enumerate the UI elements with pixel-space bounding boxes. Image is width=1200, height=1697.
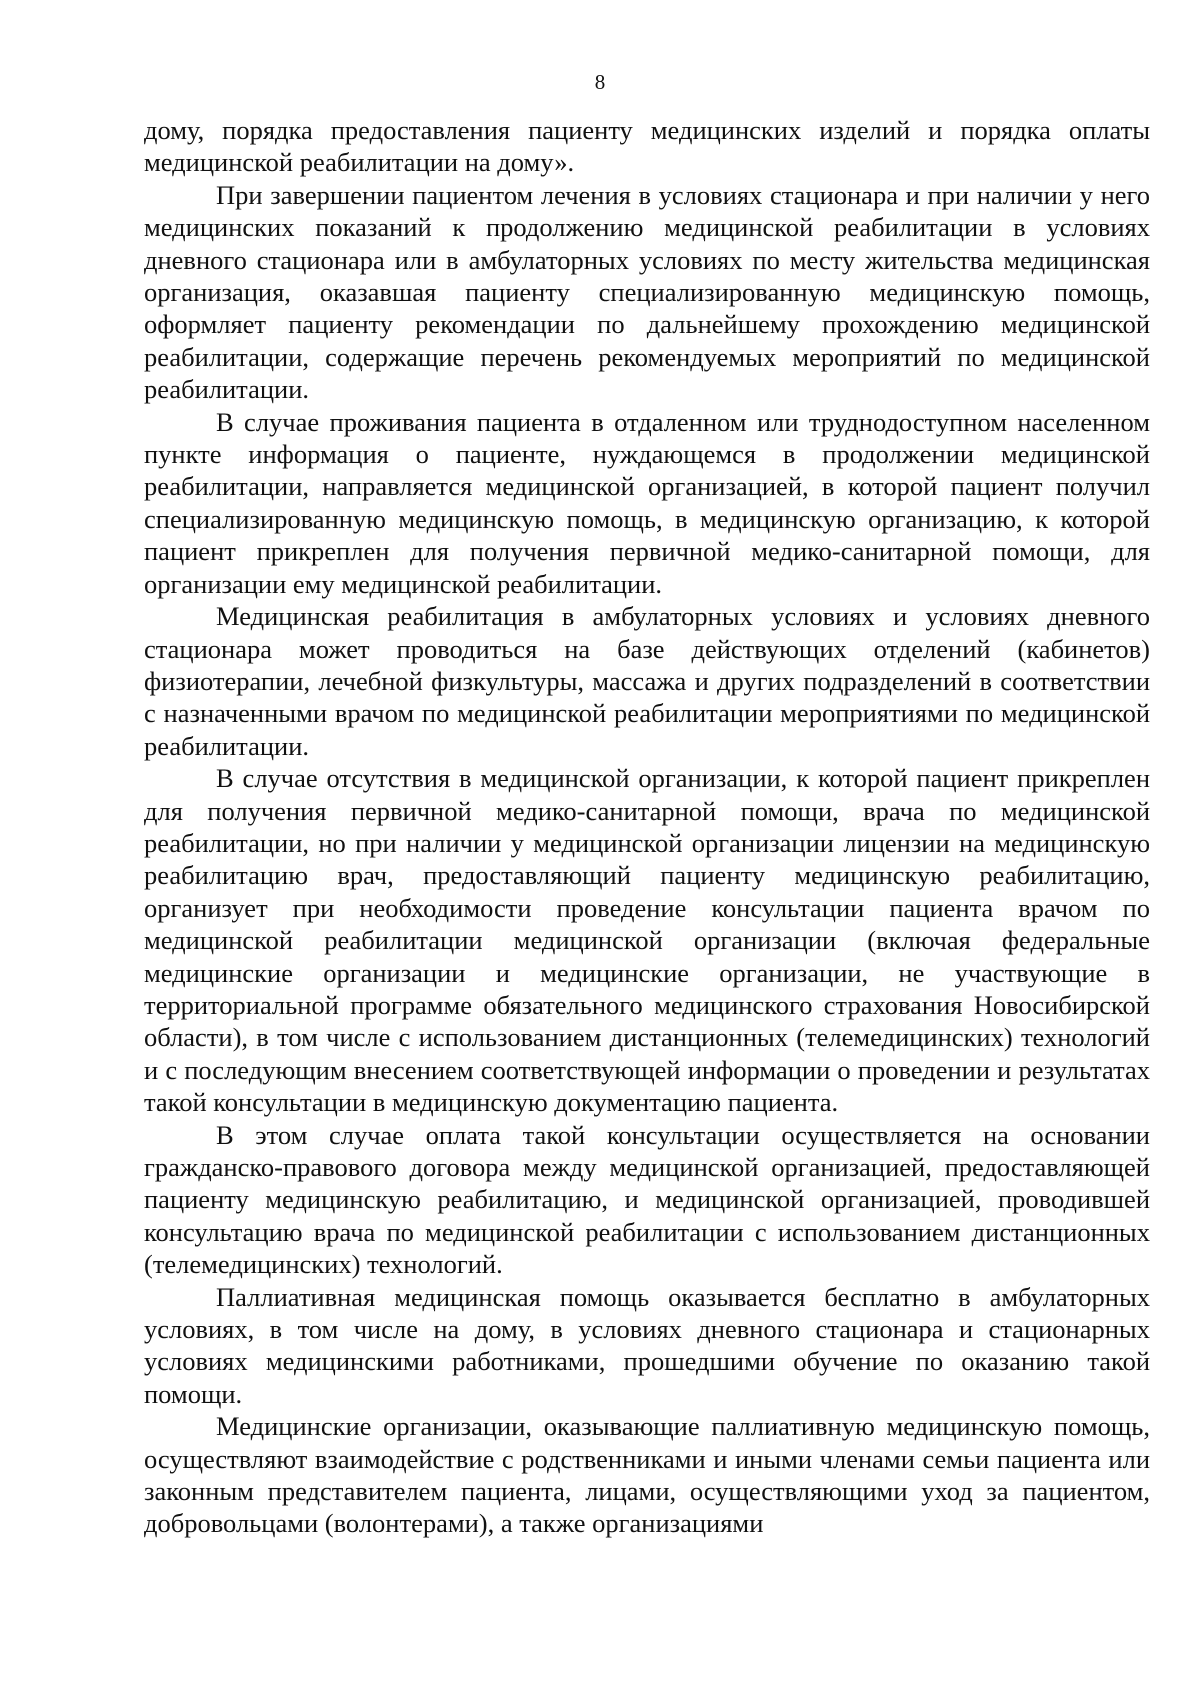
document-body [144, 114, 1150, 1540]
paragraph-outpatient-rehabilitation: Медицинская реабилитация в амбулаторных условиях и условиях дневного стационара может проводиться на базе действующих отделений (кабинетов) физиотерапии, лечебной физкультуры, массажа и других подразделений в соответствии с назначенными врачом по медицинской реабилитации мероприятиями по медицинской реабилитации. [144, 601, 1150, 761]
paragraph-palliative-organizations: Медицинские организации, оказывающие паллиативную медицинскую помощь, осуществляют взаимодействие с родственниками и иными членами семьи пациента или законным представителем пациента, лицами, осуществляющими уход за пациентом, добровольцами (волонтерами), а также организациями [144, 1411, 1150, 1539]
paragraph-remote-settlement: В случае проживания пациента в отдаленном или труднодоступном населенном пункте информация о пациенте, нуждающемся в продолжении медицинской реабилитации, направляется медицинской организацией, в которой пациент получил специализированную медицинскую помощь, в медицинскую организацию, к которой пациент прикреплен для получения первичной медико-санитарной помощи, для организации ему медицинской реабилитации. [144, 406, 1150, 599]
paragraph-discharge-recommendations: При завершении пациентом лечения в условиях стационара и при наличии у него медицинских показаний к продолжению медицинской реабилитации в условиях дневного стационара или в амбулаторных условиях по месту жительства медицинская организация, оказавшая пациенту специализированную медицинскую помощь, оформляет пациенту рекомендации по дальнейшему прохождению медицинской реабилитации, содержащие перечень рекомендуемых мероприятий по медицинской реабилитации. [144, 179, 1150, 405]
paragraph-consultation: В случае отсутствия в медицинской организации, к которой пациент прикреплен для получения первичной медико-санитарной помощи, врача по медицинской реабилитации, но при наличии у медицинской организации лицензии на медицинскую реабилитацию врач, предоставляющий пациенту медицинскую реабилитацию, организует при необходимости проведение консультации пациента врачом по медицинской реабилитации медицинской организации (включая федеральные медицинские организации и медицинские организации, не участвующие в территориальной программе обязательного медицинского страхования Новосибирской области), в том числе с использованием дистанционных (телемедицинских) технологий и с последующим внесением соответствующей информации о проведении и результатах такой консультации в медицинскую документацию пациента. [144, 763, 1150, 1118]
paragraph-palliative-care: Паллиативная медицинская помощь оказывается бесплатно в амбулаторных условиях, в том числе на дому, в условиях дневного стационара и стационарных условиях медицинскими работниками, прошедшими обучение по оказанию такой помощи. [144, 1281, 1150, 1409]
paragraph-consultation-payment: В этом случае оплата такой консультации осуществляется на основании гражданско-правового договора между медицинской организацией, предоставляющей пациенту медицинскую реабилитацию, и медицинской организацией, проводившей консультацию врача по медицинской реабилитации с использованием дистанционных (телемедицинских) технологий. [144, 1119, 1150, 1280]
paragraph-continuation: дому, порядка предоставления пациенту медицинских изделий и порядка оплаты медицинской реабилитации на дому». [144, 115, 1150, 178]
page-number: 8 [594, 70, 606, 94]
